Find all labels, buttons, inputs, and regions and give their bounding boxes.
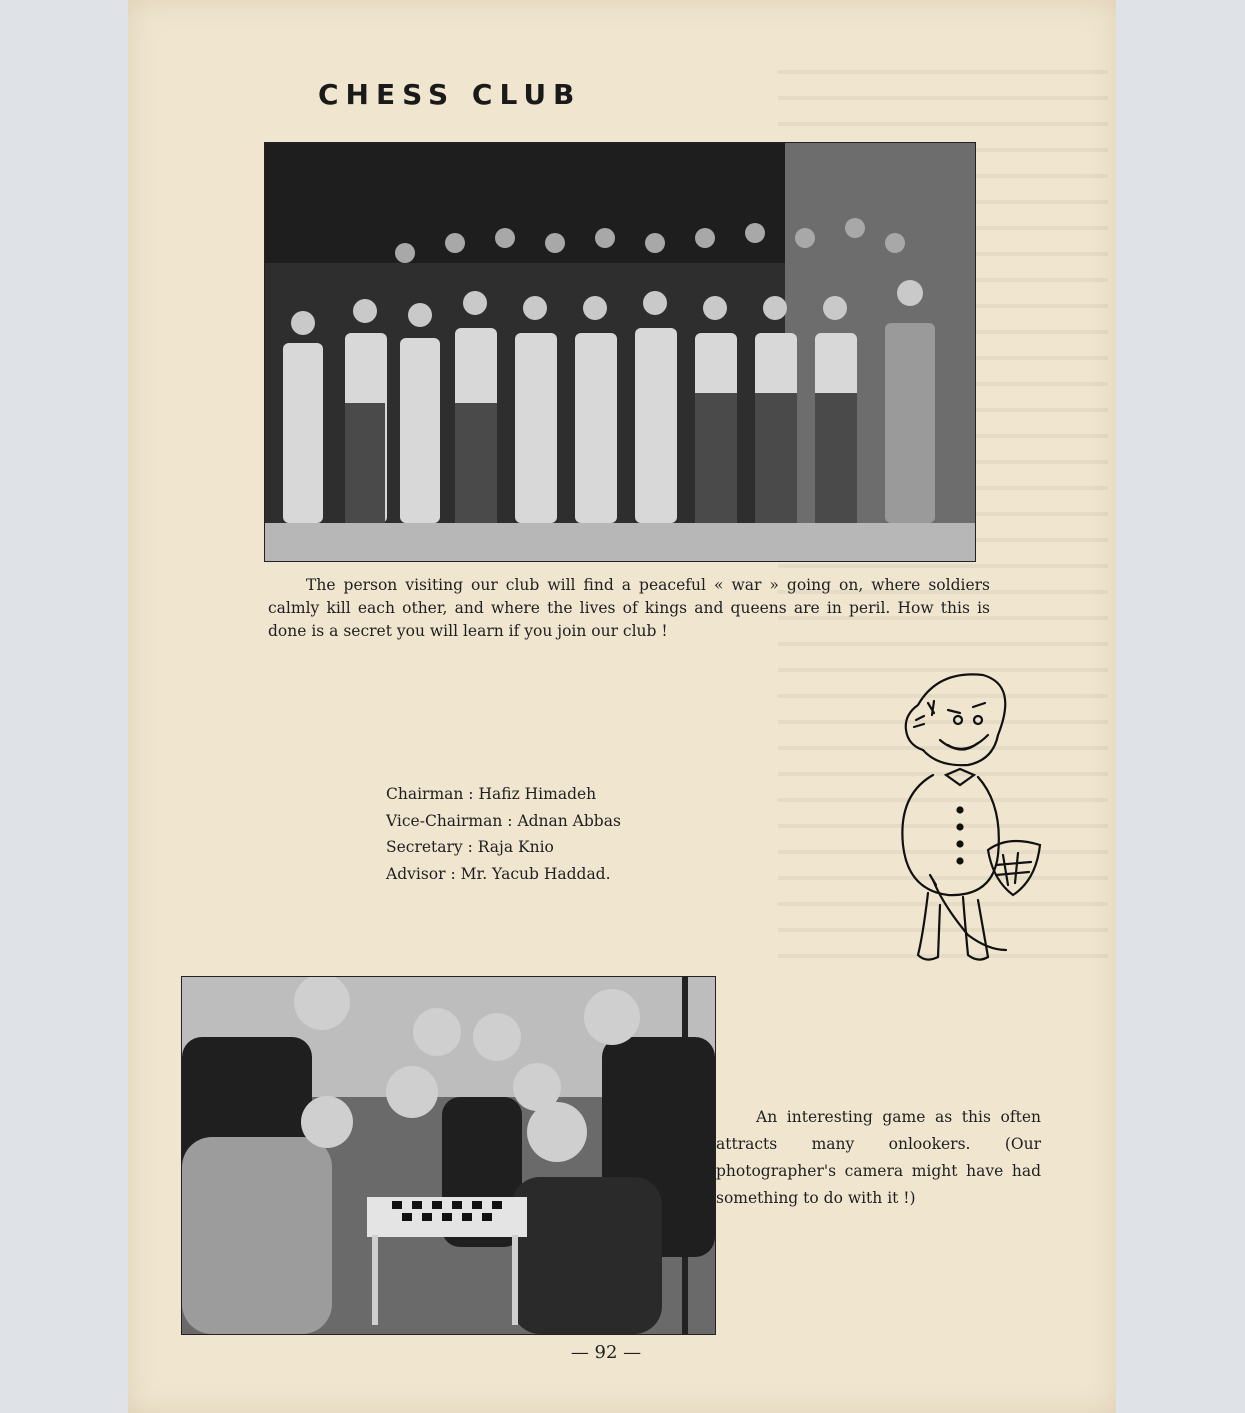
group-photo [264, 142, 976, 562]
page-number-text: — 92 — [570, 1342, 642, 1363]
officer-name: Raja Knio [477, 838, 554, 856]
photo-caption: An interesting game as this often attracts many onlookers. (Our photographer's camera might have had something to do with it !) [716, 1108, 1041, 1207]
chess-knight-cartoon [878, 665, 1048, 975]
officer-role: Vice-Chairman : [386, 811, 513, 830]
officers-list [386, 781, 621, 887]
officer-row [386, 781, 621, 808]
officer-name: Mr. Yacub Haddad. [460, 864, 611, 883]
intro-paragraph: The person visiting our club will find a peaceful « war » going on, where soldiers calmly kill each other, and where the lives of kings and queens are in peril. How this is done is a secret you will learn if you join our club ! [268, 576, 990, 640]
officer-role: Secretary : [386, 838, 473, 856]
officer-row [386, 808, 621, 835]
officer-name: Hafiz Himadeh [478, 785, 597, 803]
officer-row [386, 834, 621, 861]
page-title: CHESS CLUB [318, 78, 582, 111]
chess-game-photo [181, 976, 716, 1335]
officer-role: Advisor : [386, 864, 456, 883]
officer-name: Adnan Abbas [517, 811, 621, 830]
yearbook-page [128, 0, 1116, 1413]
officer-row [386, 861, 621, 888]
officer-role: Chairman : [386, 785, 474, 803]
page-number [128, 1342, 1116, 1363]
